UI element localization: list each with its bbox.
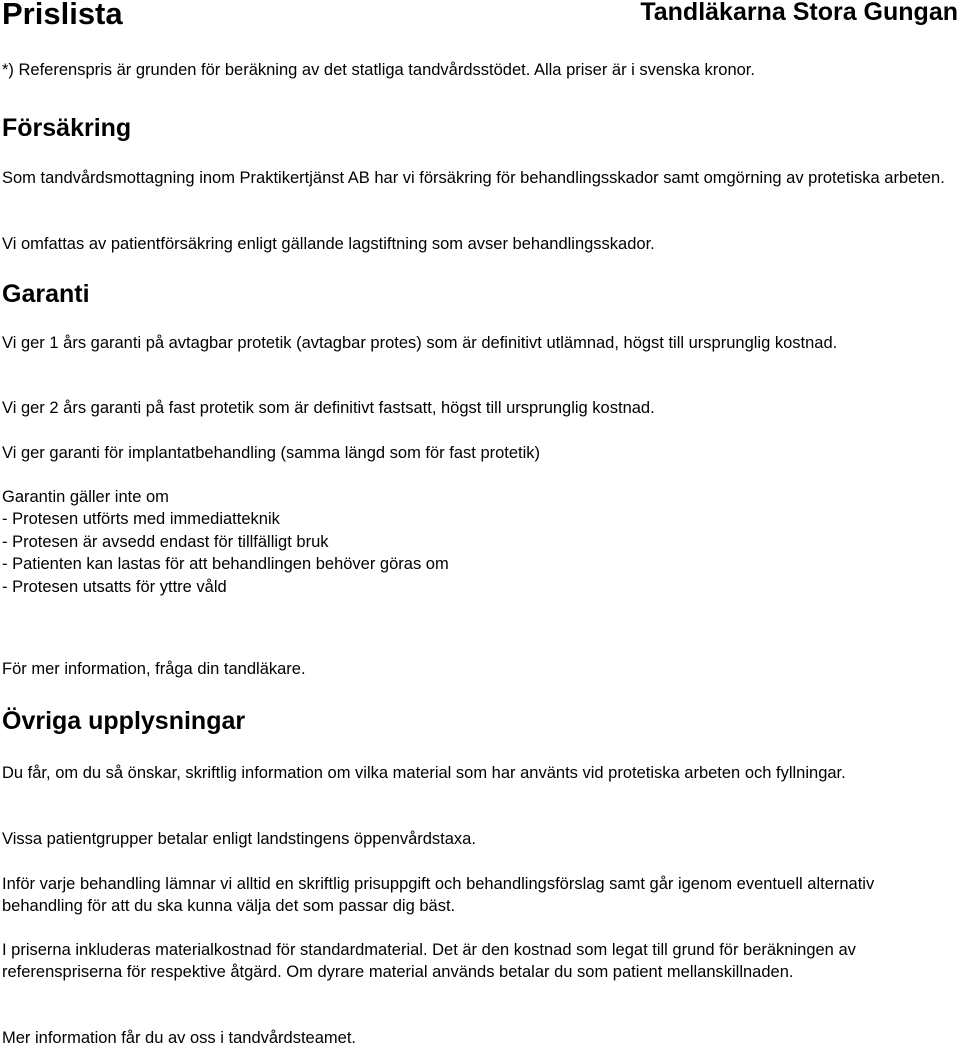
insurance-heading: Försäkring — [2, 114, 132, 142]
more-info-text: För mer information, fråga din tandläkare. — [2, 660, 306, 678]
other-info-paragraph: Du får, om du så önskar, skriftlig information om vilka material som har använts vid protetiska arbeten och fyllningar. — [2, 764, 846, 782]
other-info-paragraph: I priserna inkluderas materialkostnad för standardmaterial. Det är den kostnad som legat till grund för beräkningen av referenspriserna för respektive åtgärd. Om dyrare material används betalar du som patient mellanskillnaden. — [2, 941, 856, 981]
page-title: Prislista — [2, 0, 123, 31]
other-info-paragraph: Inför varje behandling lämnar vi alltid en skriftlig prisuppgift och behandlingsförslag samt går igenom eventuell alternativ behandling för att du ska kunna välja det som passar dig bäst. — [2, 875, 875, 915]
warranty-paragraph: Vi ger 1 års garanti på avtagbar protetik (avtagbar protes) som är definitivt utlämnad, högst till ursprunglig kostnad. — [2, 334, 838, 352]
list-item: - Protesen utsatts för yttre våld — [2, 577, 227, 596]
insurance-paragraph: Vi omfattas av patientförsäkring enligt gällande lagstiftning som avser behandlingsskador. — [2, 235, 655, 253]
insurance-paragraph: Som tandvårdsmottagning inom Praktikertjänst AB har vi försäkring för behandlingsskador samt omgörning av protetiska arbeten. — [2, 169, 945, 187]
list-item: - Patienten kan lastas för att behandlingen behöver göras om — [2, 555, 449, 573]
clinic-name: Tandläkarna Stora Gungan — [640, 0, 958, 26]
warranty-paragraph: Vi ger garanti för implantatbehandling (samma längd som för fast protetik) — [2, 444, 541, 462]
warranty-heading: Garanti — [2, 280, 90, 308]
other-info-heading: Övriga upplysningar — [2, 707, 246, 735]
other-info-paragraph: Vissa patientgrupper betalar enligt landstingens öppenvårdstaxa. — [2, 830, 476, 848]
list-item: - Protesen är avsedd endast för tillfälligt bruk — [2, 532, 329, 551]
list-item: - Protesen utförts med immediatteknik — [2, 510, 280, 528]
warranty-exclusions-intro: Garantin gäller inte om — [2, 488, 169, 506]
other-info-paragraph: Mer information får du av oss i tandvårdsteamet. — [2, 1029, 356, 1047]
reference-price-footnote: *) Referenspris är grunden för beräkning av det statliga tandvårdsstödet. Alla priser är i svenska kronor. — [2, 61, 755, 79]
warranty-exclusions-list — [2, 508, 947, 598]
warranty-paragraph: Vi ger 2 års garanti på fast protetik som är definitivt fastsatt, högst till ursprunglig kostnad. — [2, 399, 655, 417]
